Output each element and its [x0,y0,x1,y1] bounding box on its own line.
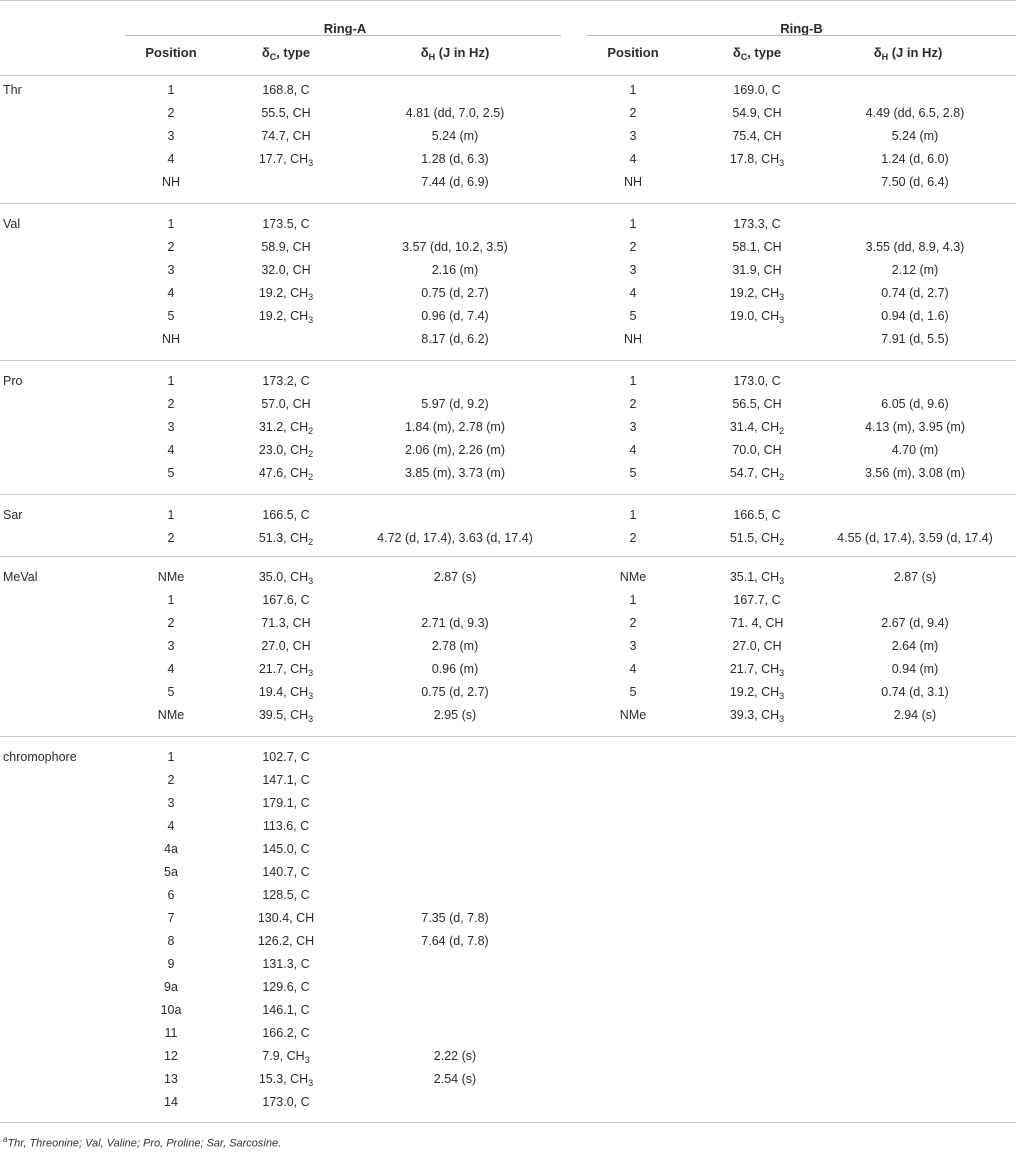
position-a-cell: 3 [167,639,175,653]
table-row [0,681,1016,704]
dh-a-cell: 0.96 (d, 7.4) [421,309,489,323]
residue-label: chromophore [3,750,77,764]
position-a-cell: NMe [157,570,185,584]
table-row [0,589,1016,612]
dc-type-a-cell: 21.7, $CH_3$ [258,662,314,678]
position-a-cell: 10a [160,1003,182,1017]
col-position-b: Position [607,45,659,60]
dh-a-cell: 2.06 (m), 2.26 (m) [404,443,506,457]
position-b-cell: 1 [629,593,637,607]
dc-type-a-cell: 166.5, C [262,508,310,522]
table-row [0,612,1016,635]
dc-type-b-cell: 75.4, CH [732,129,782,143]
dc-type-a-cell: 19.4, $CH_3$ [258,685,314,701]
table-row [0,236,1016,259]
dc-type-a-cell: 58.9, CH [261,240,311,254]
table-row [0,704,1016,727]
table-row [0,125,1016,148]
position-b-cell: 3 [629,420,637,434]
position-b-cell: NMe [619,708,647,722]
dc-type-a-cell: 57.0, CH [261,397,311,411]
position-a-cell: 4 [167,286,175,300]
ring-b-heading: Ring-B [780,21,823,36]
dh-b-cell: 0.74 (d, 2.7) [881,286,949,300]
position-b-cell: 4 [629,286,637,300]
dc-type-a-cell: 140.7, C [262,865,310,879]
position-b-cell: 2 [629,531,637,545]
residue-label: Thr [3,83,22,97]
table-row [0,953,1016,976]
dc-type-a-cell: 55.5, CH [261,106,311,120]
position-b-cell: 4 [629,662,637,676]
dh-b-cell: 4.55 (d, 17.4), 3.59 (d, 17.4) [837,531,993,545]
dc-type-b-cell: 35.1, $CH_3$ [729,570,785,586]
position-a-cell: 3 [167,129,175,143]
position-a-cell: 4a [164,842,178,856]
position-b-cell: 2 [629,240,637,254]
dh-a-cell: 4.72 (d, 17.4), 3.63 (d, 17.4) [377,531,533,545]
residue-label: Sar [3,508,23,522]
table-row [0,393,1016,416]
position-a-cell: 4 [167,662,175,676]
position-a-cell: 1 [167,217,175,231]
dc-type-b-cell: 21.7, $CH_3$ [729,662,785,678]
dh-a-cell: 2.16 (m) [431,263,479,277]
ring-a-underline [125,35,561,36]
dc-type-a-cell: 113.6, C [262,819,310,833]
table-row [0,527,1016,550]
position-b-cell: 3 [629,129,637,143]
dc-type-b-cell: 54.7, $CH_2$ [729,466,785,482]
dc-type-b-cell: 58.1, CH [732,240,782,254]
dc-type-b-cell: 173.0, C [733,374,781,388]
dh-a-cell: 2.71 (d, 9.3) [421,616,489,630]
bottom-rule [0,1122,1016,1123]
dc-type-b-cell: 19.2, $CH_3$ [729,286,785,302]
position-a-cell: NH [161,175,181,189]
dc-type-a-cell: 74.7, CH [261,129,311,143]
group-divider [0,360,1016,361]
dc-type-b-cell: 39.3, $CH_3$ [729,708,785,724]
table-row [0,213,1016,236]
dc-type-a-cell: 19.2, $CH_3$ [258,309,314,325]
table-row [0,1022,1016,1045]
dc-type-a-cell: 145.0, C [262,842,310,856]
dh-b-cell: 4.13 (m), 3.95 (m) [864,420,966,434]
dc-type-a-cell: 47.6, $CH_2$ [258,466,314,482]
residue-label: MeVal [3,570,38,584]
table-row [0,769,1016,792]
dc-type-b-cell: 51.5, $CH_2$ [729,531,785,547]
dh-a-cell: 3.85 (m), 3.73 (m) [404,466,506,480]
position-a-cell: 6 [167,888,175,902]
dh-a-cell: 2.87 (s) [433,570,477,584]
table-row [0,259,1016,282]
position-b-cell: NH [623,175,643,189]
table-row [0,746,1016,769]
position-a-cell: 2 [167,773,175,787]
dc-type-b-cell: 19.0, $CH_3$ [729,309,785,325]
dh-a-cell: 8.17 (d, 6.2) [421,332,489,346]
position-b-cell: NH [623,332,643,346]
dc-type-a-cell: 35.0, $CH_3$ [258,570,314,586]
position-b-cell: 1 [629,374,637,388]
table-row [0,976,1016,999]
table-row [0,658,1016,681]
dh-b-cell: 4.70 (m) [891,443,939,457]
table-row [0,907,1016,930]
position-a-cell: 4 [167,819,175,833]
dh-a-cell: 7.44 (d, 6.9) [421,175,489,189]
table-row [0,635,1016,658]
col-dc-type-a: $\delta_C$, type [261,45,311,62]
position-b-cell: 4 [629,443,637,457]
dh-b-cell: 3.55 (dd, 8.9, 4.3) [865,240,965,254]
dc-type-b-cell: 169.0, C [733,83,781,97]
position-a-cell: 4 [167,152,175,166]
col-dh-b: $\delta_H$ (J in Hz) [873,45,943,62]
position-a-cell: 3 [167,263,175,277]
table-row [0,462,1016,485]
table-row [0,1091,1016,1114]
table-row [0,439,1016,462]
dc-type-a-cell: 23.0, $CH_2$ [258,443,314,459]
position-b-cell: 1 [629,508,637,522]
dh-a-cell: 0.75 (d, 2.7) [421,685,489,699]
position-b-cell: 1 [629,217,637,231]
dh-b-cell: 5.24 (m) [891,129,939,143]
position-a-cell: 5a [164,865,178,879]
table-row [0,930,1016,953]
position-a-cell: 1 [167,593,175,607]
dc-type-a-cell: 167.6, C [262,593,310,607]
dc-type-b-cell: 173.3, C [733,217,781,231]
dc-type-a-cell: 168.8, C [262,83,310,97]
position-a-cell: 14 [164,1095,178,1109]
table-row [0,416,1016,439]
col-position-a: Position [145,45,197,60]
dc-type-a-cell: 17.7, $CH_3$ [258,152,314,168]
dh-b-cell: 1.24 (d, 6.0) [881,152,949,166]
dh-b-cell: 2.67 (d, 9.4) [881,616,949,630]
residue-label: Pro [3,374,23,388]
table-footnote: $^a$Thr, Threonine; Val, Valine; Pro, Proline; Sar, Sarcosine. [3,1135,282,1150]
position-b-cell: 2 [629,397,637,411]
dc-type-a-cell: 129.6, C [262,980,310,994]
position-a-cell: 1 [167,508,175,522]
table-row [0,861,1016,884]
top-rule [0,0,1016,1]
group-divider [0,494,1016,495]
table-row [0,1045,1016,1068]
dc-type-a-cell: 51.3, $CH_2$ [258,531,314,547]
dh-b-cell: 2.12 (m) [891,263,939,277]
dc-type-b-cell: 31.4, $CH_2$ [729,420,785,436]
residue-label: Val [3,217,21,231]
position-a-cell: NH [161,332,181,346]
dh-b-cell: 7.91 (d, 5.5) [881,332,949,346]
dc-type-b-cell: 70.0, CH [732,443,782,457]
dh-a-cell: 7.35 (d, 7.8) [421,911,489,925]
position-b-cell: 5 [629,466,637,480]
dc-type-b-cell: 54.9, CH [732,106,782,120]
dh-a-cell: 3.57 (dd, 10.2, 3.5) [402,240,508,254]
group-divider [0,556,1016,557]
table-header [0,0,1016,76]
dh-b-cell: 0.94 (d, 1.6) [881,309,949,323]
table-row [0,504,1016,527]
table-row [0,884,1016,907]
table-row [0,566,1016,589]
dh-a-cell: 2.22 (s) [433,1049,477,1063]
position-a-cell: 13 [164,1072,178,1086]
dh-b-cell: 2.64 (m) [891,639,939,653]
group-divider [0,203,1016,204]
dc-type-a-cell: 130.4, CH [257,911,315,925]
dc-type-b-cell: 167.7, C [733,593,781,607]
position-a-cell: 5 [167,309,175,323]
position-a-cell: 9 [167,957,175,971]
dh-a-cell: 5.97 (d, 9.2) [421,397,489,411]
table-row [0,792,1016,815]
dh-a-cell: 2.78 (m) [431,639,479,653]
dc-type-a-cell: 147.1, C [262,773,310,787]
position-a-cell: 12 [164,1049,178,1063]
dc-type-a-cell: 173.2, C [262,374,310,388]
table-row [0,328,1016,351]
dh-a-cell: 4.81 (dd, 7.0, 2.5) [405,106,505,120]
table-row [0,838,1016,861]
position-b-cell: 3 [629,639,637,653]
dc-type-a-cell: 7.9, $CH_3$ [262,1049,310,1065]
ring-b-underline [587,35,1016,36]
position-a-cell: 11 [164,1026,178,1040]
dc-type-a-cell: 146.1, C [262,1003,310,1017]
table-row [0,1068,1016,1091]
position-b-cell: 4 [629,152,637,166]
dh-a-cell: 1.84 (m), 2.78 (m) [404,420,506,434]
position-a-cell: 9a [164,980,178,994]
table-row [0,148,1016,171]
dc-type-a-cell: 131.3, C [262,957,310,971]
position-b-cell: 2 [629,106,637,120]
col-dc-type-b: $\delta_C$, type [732,45,782,62]
dc-type-a-cell: 173.5, C [262,217,310,231]
table-row [0,999,1016,1022]
dh-a-cell: 1.28 (d, 6.3) [421,152,489,166]
dc-type-b-cell: 17.8, $CH_3$ [729,152,785,168]
dh-b-cell: 0.94 (m) [891,662,939,676]
table-row [0,102,1016,125]
dc-type-a-cell: 166.2, C [262,1026,310,1040]
dh-a-cell: 5.24 (m) [431,129,479,143]
dc-type-a-cell: 19.2, $CH_3$ [258,286,314,302]
dc-type-a-cell: 179.1, C [262,796,310,810]
dc-type-a-cell: 15.3, $CH_3$ [258,1072,314,1088]
position-b-cell: 1 [629,83,637,97]
dc-type-a-cell: 173.0, C [262,1095,310,1109]
dc-type-a-cell: 31.2, $CH_2$ [258,420,314,436]
position-a-cell: 2 [167,616,175,630]
position-a-cell: 1 [167,374,175,388]
dc-type-b-cell: 31.9, CH [732,263,782,277]
position-b-cell: NMe [619,570,647,584]
dc-type-a-cell: 128.5, C [262,888,310,902]
position-a-cell: 2 [167,397,175,411]
dh-b-cell: 0.74 (d, 3.1) [881,685,949,699]
dc-type-a-cell: 27.0, CH [261,639,311,653]
position-a-cell: 5 [167,466,175,480]
position-a-cell: 4 [167,443,175,457]
position-a-cell: 1 [167,750,175,764]
dc-type-b-cell: 19.2, $CH_3$ [729,685,785,701]
position-a-cell: 7 [167,911,175,925]
header-rule [0,75,1016,76]
ring-a-heading: Ring-A [323,21,367,36]
position-a-cell: 3 [167,420,175,434]
dh-b-cell: 2.87 (s) [893,570,937,584]
table-row [0,370,1016,393]
table-row [0,282,1016,305]
dh-a-cell: 2.54 (s) [433,1072,477,1086]
dc-type-b-cell: 166.5, C [733,508,781,522]
dc-type-a-cell: 102.7, C [262,750,310,764]
dc-type-b-cell: 27.0, CH [732,639,782,653]
dh-a-cell: 7.64 (d, 7.8) [421,934,489,948]
dh-b-cell: 6.05 (d, 9.6) [881,397,949,411]
dc-type-b-cell: 71. 4, CH [730,616,784,630]
dh-a-cell: 2.95 (s) [433,708,477,722]
position-a-cell: 2 [167,240,175,254]
dh-b-cell: 2.94 (s) [893,708,937,722]
dh-b-cell: 4.49 (dd, 6.5, 2.8) [865,106,965,120]
position-a-cell: 2 [167,531,175,545]
dc-type-a-cell: 126.2, CH [257,934,315,948]
position-b-cell: 5 [629,685,637,699]
dc-type-a-cell: 32.0, CH [261,263,311,277]
position-a-cell: NMe [157,708,185,722]
dh-a-cell: 0.96 (m) [431,662,479,676]
position-a-cell: 8 [167,934,175,948]
position-a-cell: 1 [167,83,175,97]
position-b-cell: 5 [629,309,637,323]
group-divider [0,736,1016,737]
position-a-cell: 2 [167,106,175,120]
table-row [0,79,1016,102]
dc-type-a-cell: 71.3, CH [261,616,311,630]
position-b-cell: 3 [629,263,637,277]
dh-b-cell: 3.56 (m), 3.08 (m) [864,466,966,480]
dc-type-b-cell: 56.5, CH [732,397,782,411]
table-row [0,305,1016,328]
dc-type-a-cell: 39.5, $CH_3$ [258,708,314,724]
table-row [0,815,1016,838]
dh-b-cell: 7.50 (d, 6.4) [881,175,949,189]
dh-a-cell: 0.75 (d, 2.7) [421,286,489,300]
position-a-cell: 5 [167,685,175,699]
table-row [0,171,1016,194]
position-b-cell: 2 [629,616,637,630]
position-a-cell: 3 [167,796,175,810]
col-dh-a: $\delta_H$ (J in Hz) [420,45,490,62]
